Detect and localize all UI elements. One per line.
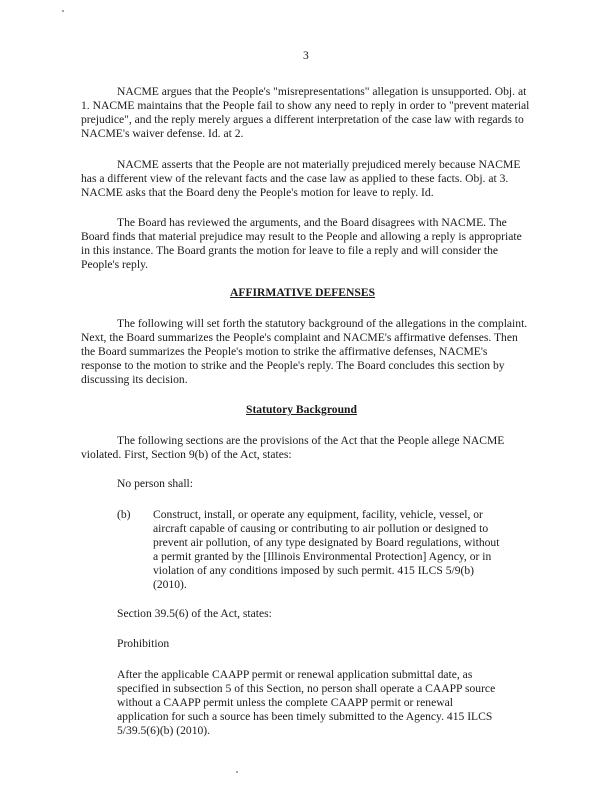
text-line: The following will set forth the statutory background of the allegations in the complaint.: [117, 317, 528, 330]
quote-item-label: (b): [117, 508, 131, 521]
quote-line: (2010).: [153, 578, 187, 591]
quote-line: without a CAAPP permit unless the complete CAAPP permit or renewal: [117, 696, 453, 709]
quote-intro: No person shall:: [117, 477, 193, 490]
text-line: NACME's waiver defense. Id. at 2.: [81, 127, 244, 140]
prohibition-heading: Prohibition: [117, 637, 170, 650]
quote-line: Construct, install, or operate any equipment, facility, vehicle, vessel, or: [153, 508, 483, 521]
quote-line: a permit granted by the [Illinois Environmental Protection] Agency, or in: [153, 550, 492, 563]
text-line: has a different view of the relevant facts and the case law as applied to these facts. Obj. at 3.: [81, 172, 509, 185]
quote-line: prevent air pollution, of any type designated by Board regulations, without: [153, 536, 500, 549]
text-line: NACME asserts that the People are not materially prejudiced merely because NACME: [117, 158, 521, 171]
text-line: the Board summarizes the People's motion to strike the affirmative defenses, NACME's: [81, 345, 488, 358]
quote-line: violation of any conditions imposed by such permit. 415 ILCS 5/9(b): [153, 564, 475, 577]
quote-line: After the applicable CAAPP permit or renewal application submittal date, as: [117, 668, 473, 681]
text-line: in this instance. The Board grants the motion for leave to file a reply and will consider the: [81, 244, 499, 257]
text-line: discussing its decision.: [81, 373, 188, 386]
text-line: prejudice", and the reply merely argues a different interpretation of the case law with regards to: [81, 113, 524, 126]
text-line: Board finds that material prejudice may result to the People and allowing a reply is appropriate: [81, 230, 522, 243]
heading-statutory-background: Statutory Background: [246, 403, 357, 416]
scan-speck: [236, 771, 238, 773]
text-line: violated. First, Section 9(b) of the Act, states:: [81, 448, 292, 461]
text-line: The Board has reviewed the arguments, and the Board disagrees with NACME. The: [117, 216, 507, 229]
page-number: 3: [303, 49, 309, 62]
text-line: The following sections are the provisions of the Act that the People allege NACME: [117, 434, 505, 447]
text-line: 1. NACME maintains that the People fail to show any need to reply in order to "prevent material: [81, 99, 530, 112]
quote-line: specified in subsection 5 of this Section, no person shall operate a CAAPP source: [117, 682, 496, 695]
text-line: People's reply.: [81, 258, 149, 271]
section-intro: Section 39.5(6) of the Act, states:: [117, 607, 272, 620]
scan-speck: [62, 10, 64, 12]
text-line: Next, the Board summarizes the People's complaint and NACME's affirmative defenses. Then: [81, 331, 518, 344]
text-line: NACME asks that the Board deny the People's motion for leave to reply. Id.: [81, 186, 434, 199]
text-line: response to the motion to strike and the People's reply. The Board concludes this section by: [81, 359, 505, 372]
quote-line: application for such a source has been timely submitted to the Agency. 415 ILCS: [117, 710, 493, 723]
quote-line: 5/39.5(6)(b) (2010).: [117, 724, 211, 737]
text-line: NACME argues that the People's "misrepresentations" allegation is unsupported. Obj. at: [117, 85, 527, 98]
quote-line: aircraft capable of causing or contributing to air pollution or designed to: [153, 522, 489, 535]
heading-affirmative-defenses: AFFIRMATIVE DEFENSES: [230, 286, 376, 299]
